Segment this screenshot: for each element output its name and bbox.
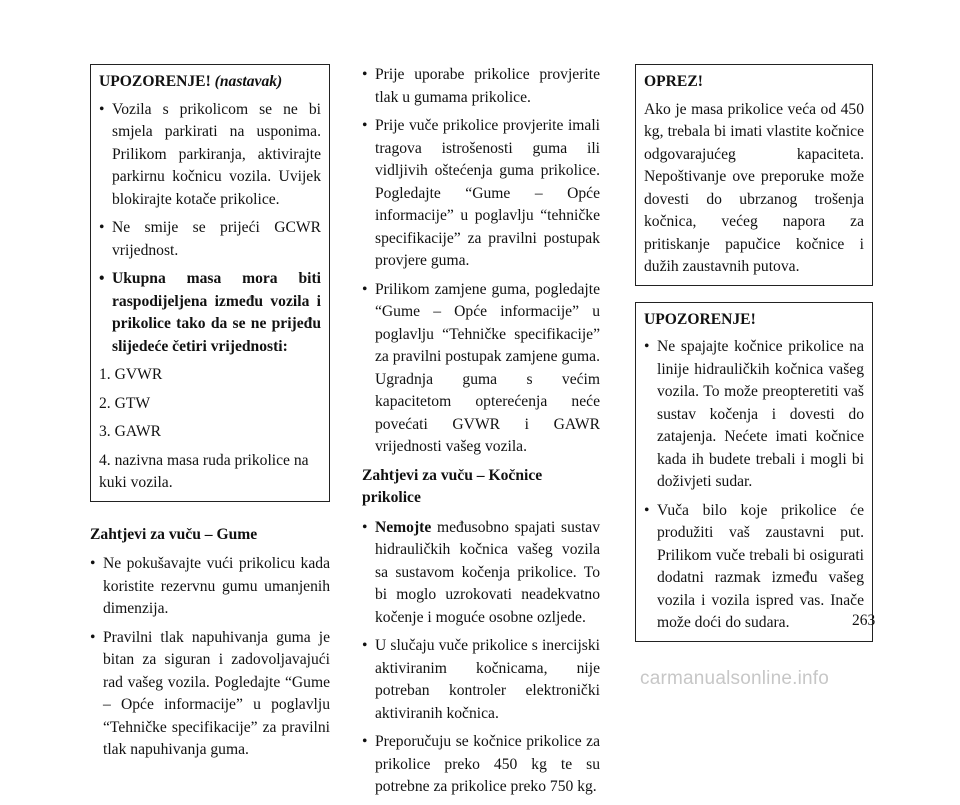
numbered-item: 1. GVWR	[99, 366, 163, 383]
section-heading-tires: Zahtjevi za vuču – Gume	[90, 525, 258, 543]
emphasis-word: Nemojte	[375, 518, 432, 536]
warning-title: UPOZORENJE! (nastavak)	[99, 73, 283, 90]
list-item: • U slučaju vuče prikolice s inercijski aktiviranim kočnicama, nije potreban kontroler elektronički aktiviranih kočnica.	[362, 635, 600, 725]
caution-title: OPREZ!	[644, 73, 703, 90]
numbered-item: 3. GAWR	[99, 423, 161, 440]
caution-text: Ako je masa prikolice veća od 450 kg, trebala bi imati vlastite kočnice odgovarajućeg kapaciteta. Nepoštivanje ove preporuke može dovesti do ubrzanog trošenja kočnica, većeg napora za pritiskanje papučice kočnice i dužih zaustavnih putova.	[644, 100, 864, 275]
warning-box	[635, 302, 876, 642]
watermark: carmanualsonline.info	[640, 668, 830, 689]
list-item: • Vuča bilo koje prikolice će produžiti vaš zaustavni put. Prilikom vuče trebali bi osigurati dodatni razmak između vašeg vozila i vozila ispred vas. Inače može doći do sudara.	[644, 500, 864, 635]
caution-box	[635, 64, 873, 286]
numbered-item: 2. GTW	[99, 394, 151, 412]
list-item: • Pravilni tlak napuhivanja guma je bitan za siguran i zadovoljavajući rad vašeg vozila. Pogledajte “Gume – Opće informacije” u poglavlju “Tehničke specifikacije” za pravilni tlak napuhivanja guma.	[90, 627, 330, 762]
list-item: • Ne pokušavajte vući prikolicu kada koristite rezervnu gumu umanjenih dimenzija.	[90, 553, 330, 621]
warning-title: UPOZORENJE!	[644, 310, 756, 328]
list-item: • Ne smije se prijeći GCWR vrijednost.	[99, 217, 321, 262]
numbered-item: 4. nazivna masa ruda prikolice na kuki vozila.	[99, 451, 309, 491]
page-number: 263	[852, 612, 876, 629]
middle-column	[362, 64, 600, 805]
list-item: • Prije uporabe prikolice provjerite tlak u gumama prikolice.	[362, 64, 600, 109]
left-column	[90, 64, 330, 768]
list-item: • Prilikom zamjene guma, pogledajte “Gume – Opće informacije” u poglavlju “Tehničke specifikacije” za pravilni postupak zamjene guma. Ugradnja guma s većim kapacitetom opterećenja neće povećati GVWR i GAWR vrijednosti vašeg vozila.	[362, 279, 600, 459]
list-item: • Vozila s prikolicom se ne bi smjela parkirati na usponima. Prilikom parkiranja, aktivirajte parkirnu kočnicu vozila. Uvijek blokirajte kotače prikolice.	[99, 99, 321, 212]
warning-title-suffix: (nastavak)	[214, 73, 283, 90]
list-item: • Ukupna masa mora biti raspodijeljena između vozila i prikolice tako da se ne prijeđu slijedeće četiri vrijednosti:	[99, 268, 321, 358]
section-heading-brakes: Zahtjevi za vuču – Kočnice prikolice	[362, 466, 543, 506]
list-item: • Prije vuče prikolice provjerite imali tragova istrošenosti guma ili vidljivih oštećenja guma prikolice. Pogledajte “Gume – Opće informacije” u poglavlju “tehničke specifikacije” za pravilni postupak provjere guma.	[362, 115, 600, 273]
warning-continued-box	[90, 64, 330, 502]
right-column	[635, 64, 876, 642]
list-item: • Ne spajajte kočnice prikolice na linije hidrauličkih kočnica vašeg vozila. To može preopteretiti vaš sustav kočenja i dovesti do zatajenja. Nećete imati kočnice kada ih budete trebali i mogli bi doživjeti sudar.	[644, 336, 864, 494]
list-item: • Nemojte međusobno spajati sustav hidrauličkih kočnica vašeg vozila sa sustavom kočenja prikolice. To bi moglo uzrokovati neadekvatno kočenje i moguće osobne ozljede.	[362, 517, 600, 630]
list-item: • Preporučuju se kočnice prikolice za prikolice preko 450 kg te su potrebne za prikolice preko 750 kg.	[362, 731, 600, 799]
